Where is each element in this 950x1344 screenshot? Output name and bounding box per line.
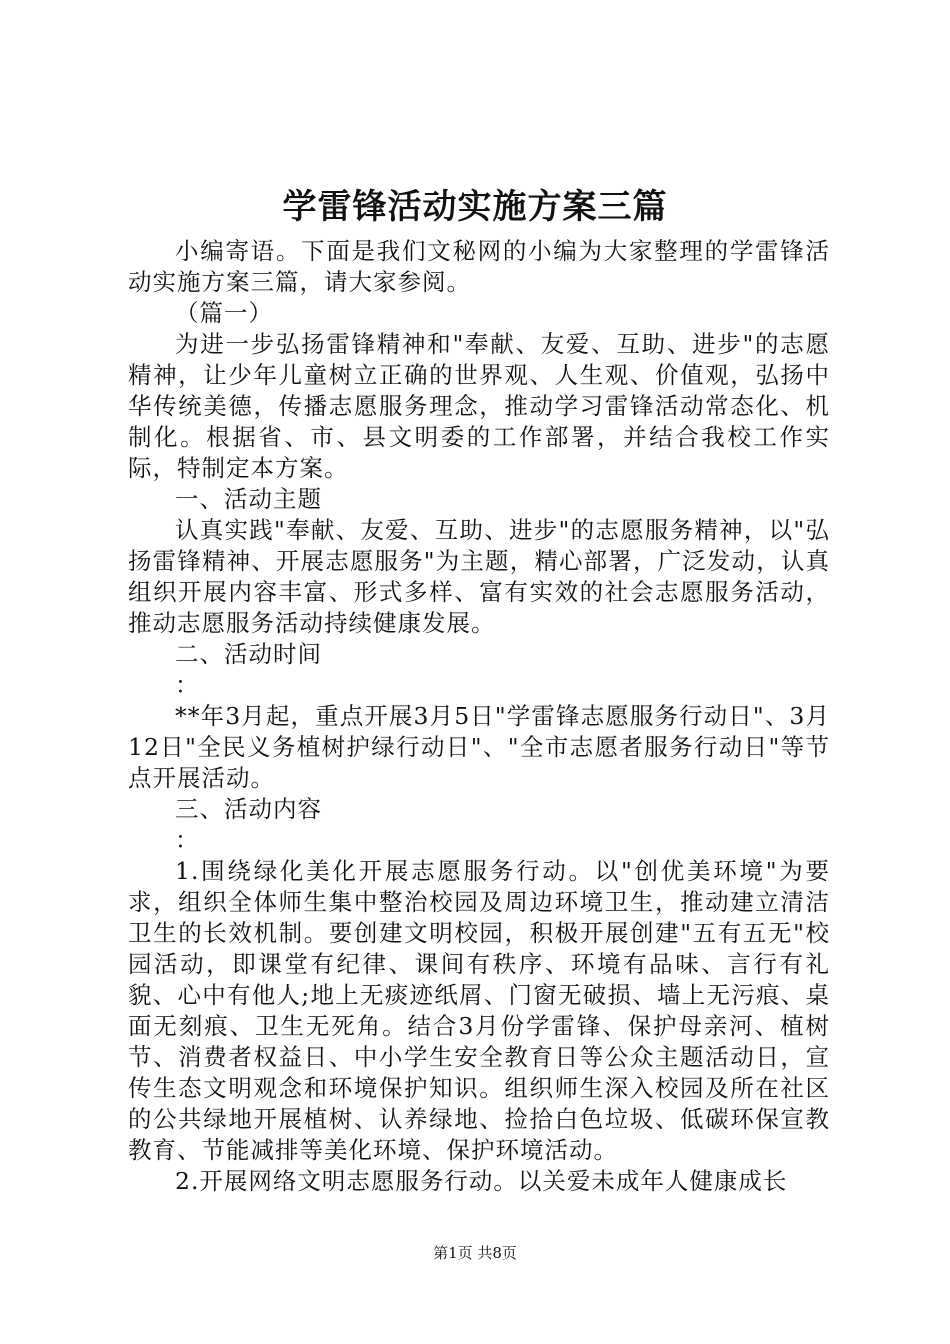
section-heading-content: 三、活动内容 [175,795,322,823]
paragraph-intro: 小编寄语。下面是我们文秘网的小编为大家整理的学雷锋活动实施方案三篇，请大家参阅。 [128,237,830,296]
section-heading-time: 二、活动时间 [175,640,322,668]
paragraph-purpose: 为进一步弘扬雷锋精神和"奉献、友爱、互助、进步"的志愿精神，让少年儿童树立正确的世界观、人生观、价值观，弘扬中华传统美德，传播志愿服务理念，推动学习雷锋活动常态化、机制化。根据省、市、县文明委的工作部署，并结合我校工作实际，特制定本方案。 [128,330,830,482]
paragraph-time: **年3月起，重点开展3月5日"学雷锋志愿服务行动日"、3月12日"全民义务植树护绿行动日"、"全市志愿者服务行动日"等节点开展活动。 [128,702,830,792]
paragraph-colon-time: ： [175,671,200,699]
paragraph-part-one-heading: （篇一） [175,299,273,327]
paragraph-theme: 认真实践"奉献、友爱、互助、进步"的志愿服务精神，以"弘扬雷锋精神、开展志愿服务"为主题，精心部署，广泛发动，认真组织开展内容丰富、形式多样、富有实效的社会志愿服务活动，推动志愿服务活动持续健康发展。 [128,516,830,637]
paragraph-content-item-2: 2.开展网络文明志愿服务行动。以关爱未成年人健康成长 [175,1167,788,1195]
page-number-footer: 第1页 共8页 [433,1244,517,1262]
paragraph-content-item-1: 1.围绕绿化美化开展志愿服务行动。以"创优美环境"为要求，组织全体师生集中整治校园及周边环境卫生，推动建立清洁卫生的长效机制。要创建文明校园，积极开展创建"五有五无"校园活动，即课堂有纪律、课间有秩序、环境有品味、言行有礼貌、心中有他人;地上无痰迹纸屑、门窗无破损、墙上无污痕、桌面无刻痕、卫生无死角。结合3月份学雷锋、保护母亲河、植树节、消费者权益日、中小学生安全教育日等公众主题活动日，宣传生态文明观念和环境保护知识。组织师生深入校园及所在社区的公共绿地开展植树、认养绿地、捡拾白色垃圾、低碳环保宣教教育、节能减排等美化环境、保护环境活动。 [128,857,830,1164]
document-title: 学雷锋活动实施方案三篇 [282,187,668,227]
section-heading-theme: 一、活动主题 [175,485,322,513]
paragraph-colon-content: ： [175,826,200,854]
document-body [128,236,830,1197]
